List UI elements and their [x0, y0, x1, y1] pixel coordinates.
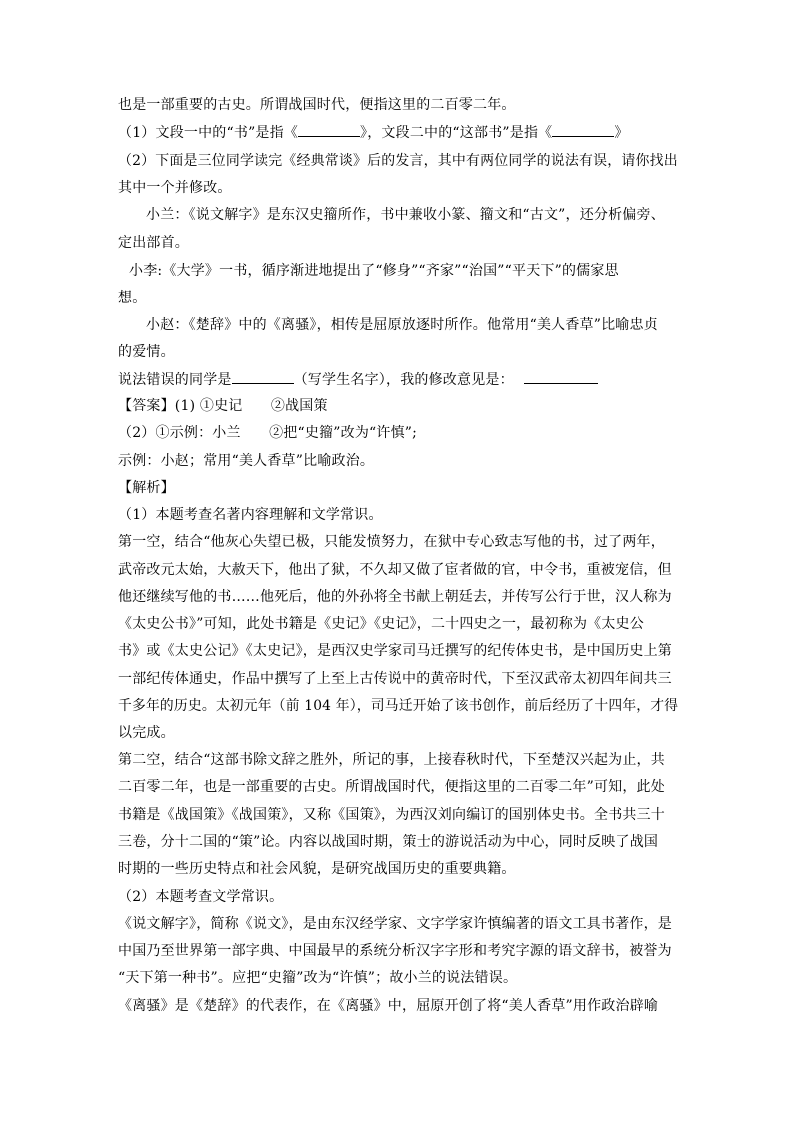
analysis-line: 一部纪传体通史，作品中撰写了上至上古传说中的黄帝时代，下至汉武帝太初四年间共三 — [118, 671, 672, 687]
statement-xiaolan: 小兰：《说文解字》是东汉史籀所作，书中兼收小篆、籀文和“古文”，还分析偏旁、 — [146, 207, 665, 223]
answer-line: 示例：小赵；常用“美人香草”比喻政治。 — [118, 453, 375, 469]
answer-blank-3 — [232, 369, 294, 384]
answer-line: （2）①示例：小兰 ②把“史籀”改为“许慎”; — [118, 425, 418, 441]
analysis-line: 二百零二年，也是一部重要的古史。所谓战国时代，便指这里的二百零二年”可知，此处 — [118, 779, 665, 795]
fill-in-line — [118, 369, 678, 390]
analysis-line: 以完成。 — [118, 725, 175, 741]
question-1-part-c: 》 — [614, 125, 629, 141]
analysis-heading: 【解析】 — [118, 480, 175, 496]
analysis-line: 三卷，分十二国的“策”论。内容以战国时期，策士的游说活动为中心，同时反映了战国 — [118, 834, 659, 850]
text-line: 也是一部重要的古史。所谓战国时代，便指这里的二百零二年。 — [118, 97, 516, 113]
text-line: 定出部首。 — [118, 235, 189, 251]
analysis-line: 《离骚》是《楚辞》的代表作，在《离骚》中，屈原开创了将“美人香草”用作政治辟喻 — [118, 998, 659, 1014]
statement-xiaozhao: 小赵：《楚辞》中的《离骚》，相传是屈原放逐时所作。他常用“美人香草”比喻忠贞 — [146, 317, 658, 333]
question-1 — [118, 122, 678, 143]
analysis-line: 中国乃至世界第一部字典、中国最早的系统分析汉字字形和考究字源的语文辞书，被誉为 — [118, 943, 672, 959]
analysis-line: 书籍是《战国策》《战国策》，又称《国策》，为西汉刘向编订的国别体史书。全书共三十 — [118, 807, 665, 823]
analysis-line: 《说文解字》，简称《说文》，是由东汉经学家、文字学家许慎编著的语文工具书著作，是 — [118, 916, 672, 932]
analysis-line: 时期的一些历史特点和社会风貌，是研究战国历史的重要典籍。 — [118, 861, 516, 877]
analysis-line: （1）本题考查名著内容理解和文学常识。 — [118, 507, 383, 523]
question-2: （2）下面是三位同学读完《经典常谈》后的发言，其中有两位同学的说法有误，请你找出 — [118, 153, 678, 169]
analysis-line: （2）本题考查文学常识。 — [118, 889, 284, 905]
answer-blank-4 — [524, 369, 598, 384]
analysis-line: 武帝改元太始，大赦天下，他出了狱，不久却又做了宦者做的官，中令书，重被宠信，但 — [118, 562, 672, 578]
answer-heading: 【答案】(1) ①史记 ②战国策 — [118, 398, 328, 414]
answer-blank-1 — [298, 122, 360, 137]
fill-in-part-a: 说法错误的同学是 — [118, 372, 232, 388]
analysis-line: 他还继续写他的书……他死后，他的外孙将全书献上朝廷去，并传写公行于世，汉人称为 — [118, 589, 672, 605]
analysis-line: 第二空，结合“这部书除文辞之胜外，所记的事，上接春秋时代，下至楚汉兴起为止，共 — [118, 752, 665, 768]
analysis-line: “天下第一种书”。应把“史籀”改为“许慎”；故小兰的说法错误。 — [118, 970, 518, 986]
text-line: 想。 — [118, 290, 147, 306]
statement-xiaoli: 小李:《大学》一书，循序渐进地提出了“修身”“齐家”“治国”“平天下”的儒家思 — [129, 263, 619, 279]
fill-in-part-b: （写学生名字），我的修改意见是： — [293, 372, 514, 388]
answer-blank-2 — [552, 122, 614, 137]
analysis-line: 千多年的历史。太初元年（前 104 年），司马迁开始了该书创作，前后经历了十四年，才得 — [118, 698, 679, 714]
analysis-line: 书》或《太史公记》《太史记》，是西汉史学家司马迁撰写的纪传体史书，是中国历史上第 — [118, 643, 672, 659]
question-1-part-a: （1）文段一中的“书”是指《 — [118, 125, 299, 141]
text-line: 其中一个并修改。 — [118, 180, 232, 196]
text-line: 的爱情。 — [118, 344, 175, 360]
question-1-part-b: 》，文段二中的“这部书”是指《 — [360, 125, 553, 141]
analysis-line: 《太史公书》”可知，此处书籍是《史记》《史记》，二十四史之一，最初称为《太史公 — [118, 616, 644, 632]
analysis-line: 第一空，结合“他灰心失望已极，只能发愤努力，在狱中专心致志写他的书，过了两年， — [118, 534, 665, 550]
